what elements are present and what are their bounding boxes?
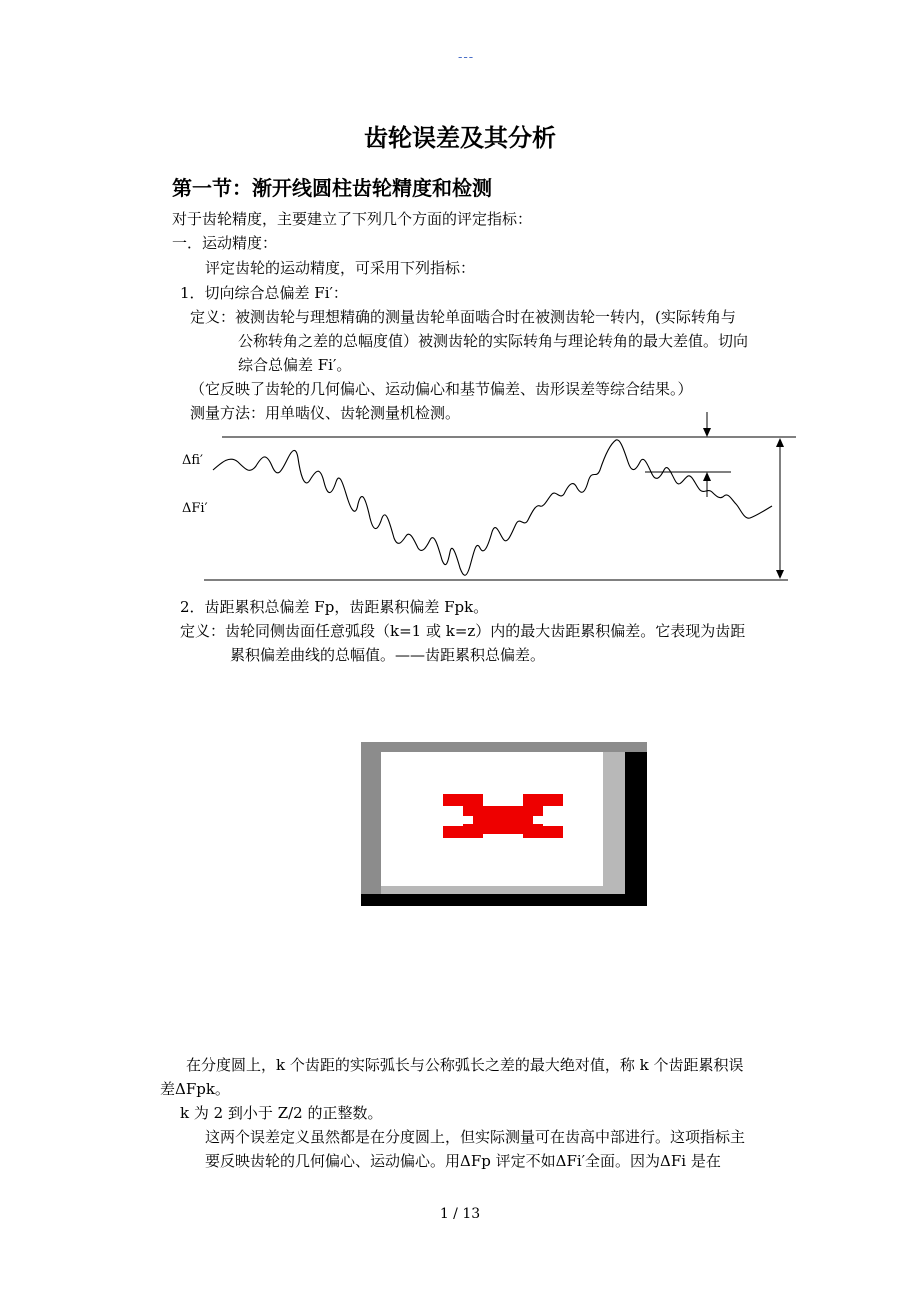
sub2-def-line2: 累积偏差曲线的总幅值。——齿距累积总偏差。 xyxy=(230,646,546,664)
double-arrow-up-icon xyxy=(776,438,784,447)
error-curve xyxy=(213,440,772,575)
sub1-method: 测量方法：用单啮仪、齿轮测量机检测。 xyxy=(190,404,461,422)
item1-heading: 一．运动精度： xyxy=(172,234,278,252)
page-number: 1 / 13 xyxy=(439,1206,481,1222)
label-delta-fi: Δfi′ xyxy=(182,453,204,468)
arrow-down-icon xyxy=(703,428,711,437)
header-mark: --- xyxy=(458,50,475,65)
arrow-up-icon xyxy=(703,472,711,481)
sub2-heading: 2．齿距累积总偏差 Fp，齿距累积偏差 Fpk。 xyxy=(180,598,489,616)
section-title: 第一节：渐开线圆柱齿轮精度和检测 xyxy=(172,176,492,200)
item1-desc: 评定齿轮的运动精度，可采用下列指标： xyxy=(205,259,476,277)
label-delta-Fi: ΔFi′ xyxy=(182,501,208,516)
para2: k 为 2 到小于 Z/2 的正整数。 xyxy=(180,1104,383,1122)
sub1-heading: 1．切向综合总偏差 Fi′： xyxy=(180,284,348,302)
sub1-def-line3: 综合总偏差 Fi′。 xyxy=(238,356,352,374)
document-title: 齿轮误差及其分析 xyxy=(364,123,556,152)
double-arrow-down-icon xyxy=(776,570,784,579)
sub1-note: （它反映了齿轮的几何偏心、运动偏心和基节偏差、齿形误差等综合结果。） xyxy=(190,380,693,398)
para1-line2: 差ΔFpk。 xyxy=(160,1080,230,1098)
sub1-def-line1: 定义：被测齿轮与理想精确的测量齿轮单面啮合时在被测齿轮一转内，(实际转角与 xyxy=(190,308,736,326)
sub2-def-line1: 定义：齿轮同侧齿面任意弧段（k=1 或 k=z）内的最大齿距累积偏差。它表现为齿距 xyxy=(180,622,746,640)
sub1-def-line2: 公称转角之差的总幅度值）被测齿轮的实际转角与理论转角的最大差值。切向 xyxy=(238,332,749,350)
embedded-object-placeholder xyxy=(361,742,647,906)
error-curve-diagram xyxy=(0,400,920,600)
intro-text: 对于齿轮精度，主要建立了下列几个方面的评定指标： xyxy=(172,210,533,228)
para3-line1: 这两个误差定义虽然都是在分度圆上，但实际测量可在齿高中部进行。这项指标主 xyxy=(205,1128,746,1146)
para3-line2: 要反映齿轮的几何偏心、运动偏心。用ΔFp 评定不如ΔFi′全面。因为ΔFi 是在 xyxy=(205,1152,721,1170)
para1-line1: 在分度圆上，k 个齿距的实际弧长与公称弧长之差的最大绝对值，称 k 个齿距累积误 xyxy=(186,1056,744,1074)
